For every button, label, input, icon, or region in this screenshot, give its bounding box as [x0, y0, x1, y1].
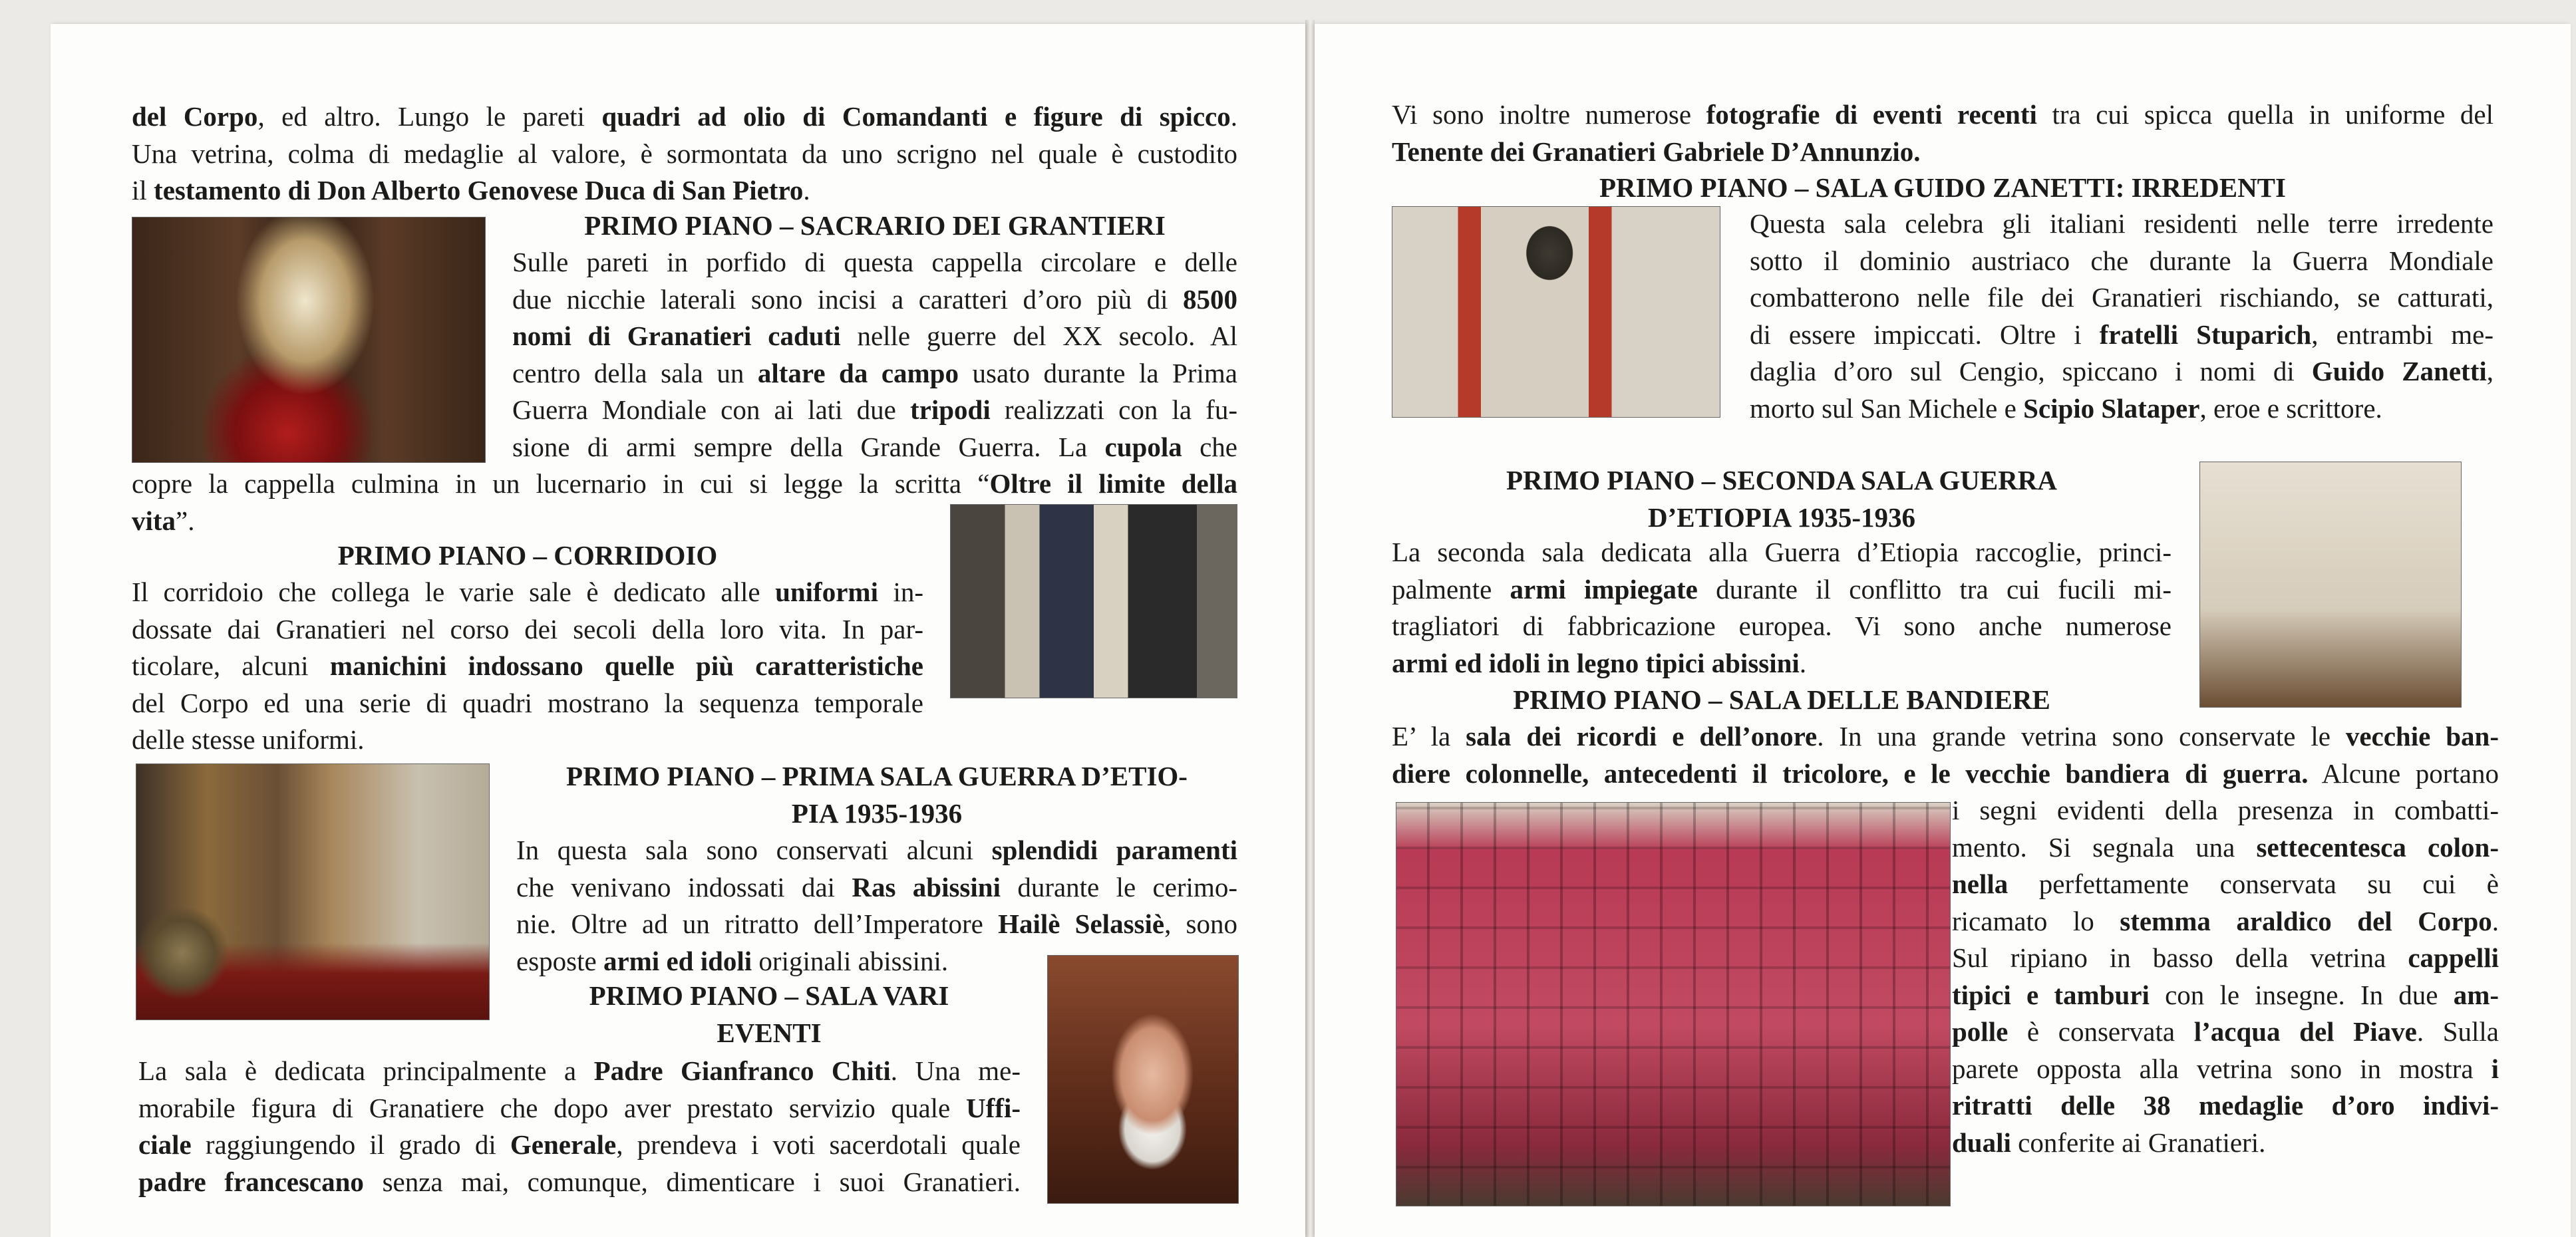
sacrario-paragraph-tail: copre la cappella culmina in un lucernario in cui si legge la scritta “Oltre il limite della vita”. — [132, 468, 1237, 536]
corridoio-photo — [950, 504, 1237, 698]
prima-etiopia-heading-line1: PRIMO PIANO – PRIMA SALA GUERRA D’ETIO- — [566, 761, 1188, 791]
bandiere-paragraph: i segni evidenti della presenza in combatti- mento. Si segnala una settecentesca colon- nella perfettamente conservata su cui è ricamato lo stemma araldico del Corpo. Sul ripiano in basso della vetrina cappelli tipici e tamburi con le insegne. In due am- polle è conservata l’acqua del Piave. Sulla parete opposta alla vetrina sono in mostra i ritratti delle 38 medaglie d’oro indivi- duali conferite ai Granatieri. — [1952, 795, 2499, 1158]
bandiere-paragraph-top: E’ la sala dei ricordi e dell’onore. In una grande vetrina sono conservate le vecchie ban- diere colonnelle, antecedenti il tricolore, e le vecchie bandiera di guerra. Alcune portano — [1392, 721, 2499, 789]
vari-eventi-heading-line2: EVENTI — [717, 1017, 822, 1048]
bandiere-heading: PRIMO PIANO – SALA DELLE BANDIERE — [1513, 684, 2050, 715]
zanetti-paragraph: Questa sala celebra gli italiani residenti nelle terre irredente sotto il dominio austriaco che durante la Guerra Mondiale combatterono nelle file dei Granatieri rischiando, se catturati, di essere impiccati. Oltre i fratelli Stuparich, entrambi me- daglia d’oro sul Cengio, spiccano i nomi di Guido Zanetti, morto sul San Michele e Scipio Slataper, eroe e scrittore. — [1750, 208, 2494, 424]
sacrario-photo — [132, 217, 486, 463]
right-intro-paragraph: Vi sono inoltre numerose fotografie di eventi recenti tra cui spicca quella in uniforme del Tenente dei Granatieri Gabriele D’Annunzio. — [1392, 99, 2494, 167]
zanetti-heading: PRIMO PIANO – SALA GUIDO ZANETTI: IRREDENTI — [1599, 172, 2286, 203]
vari-eventi-heading-line1: PRIMO PIANO – SALA VARI — [589, 980, 949, 1011]
seconda-etiopia-paragraph: La seconda sala dedicata alla Guerra d’Etiopia raccoglie, princi- palmente armi impiegate durante il conflitto tra cui fucili mi- tragliatori di fabbricazione europea. Vi sono anche numerose armi ed idoli in legno tipici abissini. — [1392, 537, 2172, 678]
zanetti-photo — [1392, 206, 1720, 418]
seconda-etiopia-photo — [2199, 462, 2462, 708]
sacrario-paragraph: Sulle pareti in porfido di questa cappella circolare e delle due nicchie laterali sono incisi a caratteri d’oro più di 8500 nomi di Granatieri caduti nelle guerre del XX secolo. Al centro della sala un altare da campo usato durante la Prima Guerra Mondiale con ai lati due tripodi realizzati con la fu- sione di armi sempre della Grande Guerra. La cupola che — [512, 247, 1238, 462]
intro-paragraph: del Corpo, ed altro. Lungo le pareti quadri ad olio di Comandanti e figure di spicco. Una vetrina, colma di medaglie al valore, è sormontata da uno scrigno nel quale è custodito il testamento di Don Alberto Genovese Duca di San Pietro. — [132, 101, 1237, 206]
corridoio-paragraph: Il corridoio che collega le varie sale è dedicato alle uniformi in- dossate dai Granatieri nel corso dei secoli della loro vita. In par- ticolare, alcuni manichini indossano quelle più caratteristiche del Corpo ed una serie di quadri mostrano la sequenza temporale delle stesse uniformi. — [132, 577, 924, 755]
padre-chiti-portrait — [1047, 955, 1239, 1204]
sacrario-heading: PRIMO PIANO – SACRARIO DEI GRANTIERI — [584, 210, 1166, 241]
prima-etiopia-photo — [136, 763, 490, 1020]
prima-etiopia-paragraph: In questa sala sono conservati alcuni splendidi paramenti che venivano indossati dai Ras abissini durante le cerimo- nie. Oltre ad un ritratto dell’Imperatore Hailè Selassiè, sono esposte armi ed idoli originali abissini. — [516, 835, 1238, 976]
vari-eventi-heading — [516, 978, 1022, 1051]
vari-eventi-paragraph: La sala è dedicata principalmente a Padre Gianfranco Chiti. Una me- morabile figura di Granatiere che dopo aver prestato servizio quale Uffi- ciale raggiungendo il grado di Generale, prendeva i voti sacerdotali quale padre francescano senza mai, comunque, dimenticare i suoi Granatieri. — [138, 1055, 1021, 1197]
seconda-etiopia-heading — [1392, 462, 2172, 536]
seconda-etiopia-heading-line2: D’ETIOPIA 1935-1936 — [1647, 501, 1916, 533]
book-gutter — [1305, 20, 1315, 1237]
bandiere-photo — [1396, 802, 1951, 1206]
corridoio-heading: PRIMO PIANO – CORRIDOIO — [337, 540, 718, 571]
seconda-etiopia-heading-line1: PRIMO PIANO – SECONDA SALA GUERRA — [1506, 465, 2058, 495]
prima-etiopia-heading-line2: PIA 1935-1936 — [791, 797, 963, 829]
prima-etiopia-heading — [516, 758, 1237, 832]
